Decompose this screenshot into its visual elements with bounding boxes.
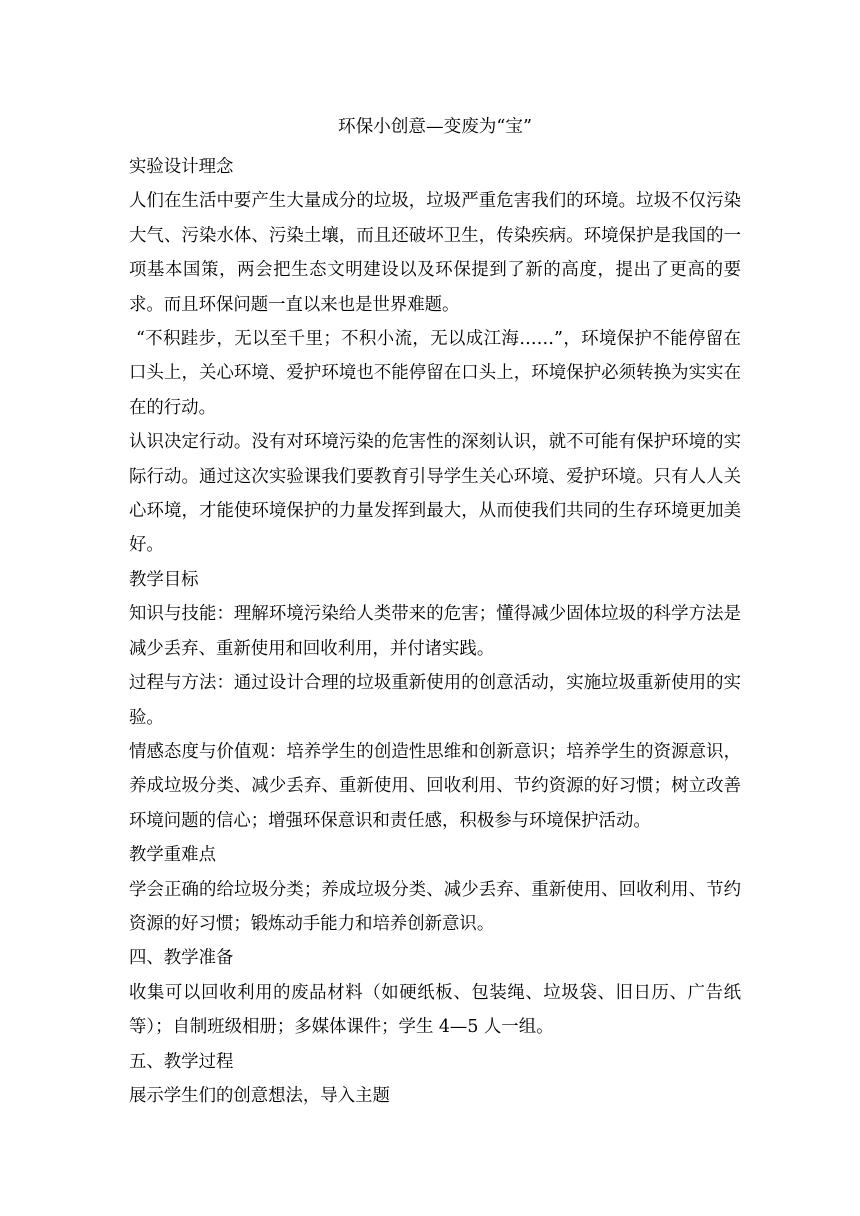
paragraph-design-1: 人们在生活中要产生大量成分的垃圾，垃圾严重危害我们的环境。垃圾不仅污染大气、污染水体、污染土壤，而且还破坏卫生，传染疾病。环境保护是我国的一项基本国策，两会把生态文明建设以及环保提到了新的高度，提出了更高的要求。而且环保问题一直以来也是世界难题。 <box>129 191 741 315</box>
paragraph-goals-1: 知识与技能：理解环境污染给人类带来的危害；懂得减少固体垃圾的科学方法是减少丢弃、重新使用和回收利用，并付诸实践。 <box>129 604 741 659</box>
paragraph-design-3: 认识决定行动。没有对环境污染的危害性的深刻认识，就不可能有保护环境的实际行动。通过这次实验课我们要教育引导学生关心环境、爱护环境。只有人人关心环境，才能使环境保护的力量发挥到最大，从而使我们共同的生存环境更加美好。 <box>129 432 741 556</box>
paragraph-preparation-1: 收集可以回收利用的废品材料（如硬纸板、包装绳、垃圾袋、旧日历、广告纸等）；自制班级相册；多媒体课件；学生 4—5 人一组。 <box>129 982 741 1038</box>
paragraph-process-1: 展示学生们的创意想法，导入主题 <box>129 1085 390 1106</box>
paragraph-goals-3: 情感态度与价值观：培养学生的创造性思维和创新意识；培养学生的资源意识，养成垃圾分类、减少丢弃、重新使用、回收利用、节约资源的好习惯；树立改善环境问题的信心；增强环保意识和责任感，积极参与环境保护活动。 <box>129 741 741 831</box>
document-title: 环保小创意—变废为“宝” <box>338 117 532 137</box>
section-heading-preparation: 四、教学准备 <box>129 948 234 969</box>
document-body <box>129 110 741 1113</box>
paragraph-key-points-1: 学会正确的给垃圾分类；养成垃圾分类、减少丢弃、重新使用、回收利用、节约资源的好习惯；锻炼动手能力和培养创新意识。 <box>129 879 741 934</box>
section-heading-goals: 教学目标 <box>129 569 199 590</box>
section-heading-process: 五、教学过程 <box>129 1051 234 1072</box>
section-heading-design: 实验设计理念 <box>129 157 234 177</box>
paragraph-goals-2: 过程与方法：通过设计合理的垃圾重新使用的创意活动，实施垃圾重新使用的实验。 <box>129 673 741 728</box>
section-heading-key-points: 教学重难点 <box>129 845 216 866</box>
paragraph-design-2: “不积跬步，无以至千里；不积小流，无以成江海……”，环境保护不能停留在口头上，关心环境、爱护环境也不能停留在口头上，环境保护必须转换为实实在在的行动。 <box>129 329 741 418</box>
